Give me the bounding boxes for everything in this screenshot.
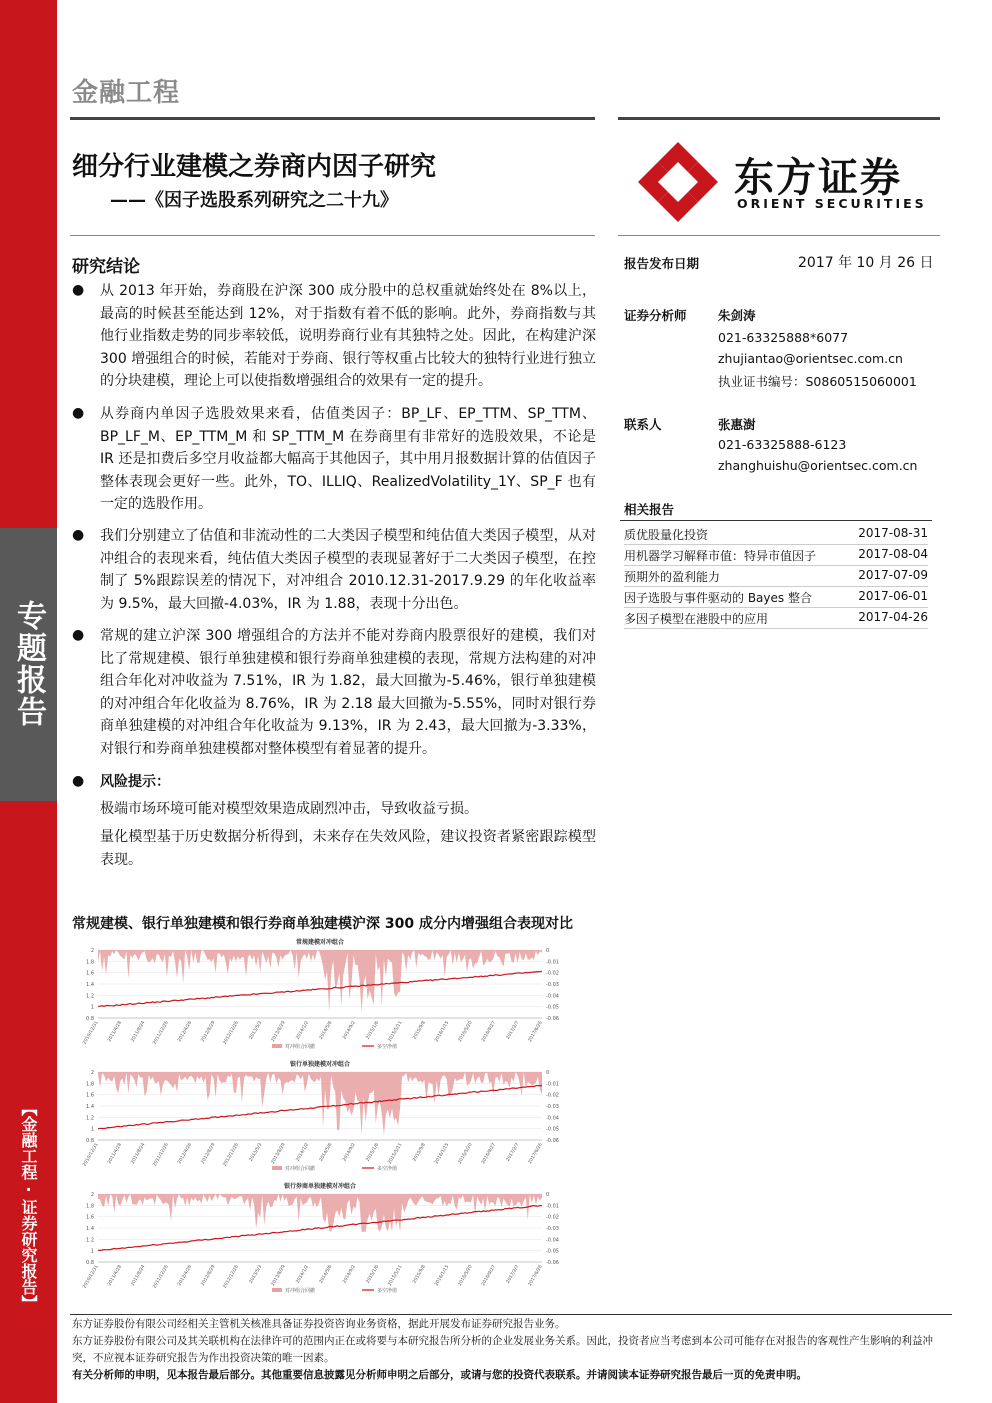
y-tick-label: 1	[90, 1126, 94, 1133]
conclusion-paragraph: 从券商内单因子选股效果来看，估值类因子：BP_LF、EP_TTM、SP_TTM、BP_LF_M、EP_TTM_M 和 SP_TTM_M 在券商里有非常好的选股效果，不论是 IR 还是扣费后多空月收益都大幅高于其他因子，其中用月报数据计算的估值因子整体表现会更好一些。此外，TO、ILLIQ、RealizedVolatility_1Y、SP_F 也有一定的选股作用。	[100, 406, 596, 512]
x-tick-label: 2015/9/8	[412, 1142, 427, 1163]
related-report-row[interactable]	[624, 544, 928, 566]
sidebar-red-top	[0, 0, 57, 528]
legend-label: 多空净值	[377, 1166, 398, 1172]
logo-chinese-name: 东方证券	[734, 155, 902, 201]
x-tick-label: 2016/1/15	[434, 1142, 451, 1165]
y-tick-label: 1.8	[86, 959, 94, 966]
chart-caption: 常规建模、银行单独建模和银行券商单独建模沪深 300 成分内增强组合表现对比	[72, 916, 573, 932]
bullet-dot: ●	[72, 527, 85, 543]
y-tick-label: 0.8	[86, 1016, 94, 1022]
risk-heading: 风险提示：	[100, 774, 170, 790]
y-tick-label: 1.8	[86, 1081, 94, 1088]
y2-tick-label: 0	[546, 948, 550, 954]
x-tick-label: 2013/5/3	[248, 1264, 264, 1285]
x-tick-label: 2011/12/26	[152, 1142, 170, 1168]
y2-tick-label: -0.06	[546, 1138, 559, 1144]
x-tick-label: 2012/12/26	[222, 1020, 240, 1046]
nav-line	[98, 1086, 542, 1129]
x-tick-label: 2015/9/8	[412, 1020, 427, 1041]
x-tick-label: 2014/5/6	[318, 1264, 334, 1285]
pub-date-label: 报告发布日期	[624, 256, 700, 271]
x-tick-label: 2013/5/3	[248, 1020, 264, 1041]
y-tick-label: 1.6	[86, 970, 94, 977]
risk-item: 量化模型基于历史数据分析得到，未来存在失效风险，建议投资者紧密跟踪模型表现。	[100, 829, 596, 868]
related-report-date: 2017-08-04	[858, 547, 928, 561]
report-title: 细分行业建模之券商内因子研究	[72, 152, 437, 182]
y2-tick-label: -0.04	[546, 993, 559, 1000]
y2-tick-label: -0.01	[546, 1081, 559, 1088]
legend-label: 对冲组合回撤	[285, 1166, 316, 1172]
footer-line: 东方证券股份有限公司及其关联机构在法律许可的范围内正在或将要与本研究报告所分析的企业发展业务关系。因此，投资者应当考虑到本公司可能存在对报告的客观性产生影响的利益冲突，不应视本证券研究报告为作出投资决策的唯一因素。	[72, 1335, 933, 1364]
legend-swatch-drawdown	[272, 1166, 282, 1170]
analyst-label: 证券分析师	[624, 308, 687, 323]
y2-tick-label: -0.02	[546, 970, 559, 977]
related-report-date: 2017-04-26	[858, 610, 928, 624]
related-report-date: 2017-06-01	[858, 589, 928, 603]
footer-line: 东方证券股份有限公司经相关主管机关核准具备证券投资咨询业务资格，据此开展发布证券研究报告业务。	[72, 1318, 566, 1330]
x-tick-label: 2016/5/20	[457, 1264, 474, 1287]
y-tick-label: 1	[90, 1248, 94, 1255]
contact-phone: 021-63325888-6123	[718, 437, 847, 452]
x-tick-label: 2013/8/29	[270, 1020, 287, 1043]
x-tick-label: 2011/4/28	[107, 1142, 124, 1165]
y2-tick-label: -0.06	[546, 1016, 559, 1022]
x-tick-label: 2013/5/3	[248, 1142, 264, 1163]
chart-title: 常规建模对冲组合	[295, 939, 345, 946]
y-tick-label: 1.2	[86, 993, 94, 1000]
x-tick-label: 2015/9/8	[412, 1264, 427, 1285]
y2-tick-label: -0.03	[546, 982, 559, 988]
y2-tick-label: -0.03	[546, 1104, 559, 1110]
related-report-date: 2017-07-09	[858, 568, 928, 582]
divider	[620, 520, 932, 521]
drawdown-area	[98, 950, 542, 1012]
y2-tick-label: -0.05	[546, 1248, 559, 1255]
header-rule-right	[618, 117, 940, 120]
y-tick-label: 2	[90, 1070, 94, 1076]
y2-tick-label: -0.05	[546, 1004, 559, 1011]
x-tick-label: 2012/8/29	[200, 1264, 217, 1287]
legend-label: 多空净值	[377, 1288, 398, 1294]
x-tick-label: 2011/8/24	[130, 1264, 147, 1287]
related-report-title: 用机器学习解释市值：特异市值因子	[624, 549, 817, 563]
x-tick-label: 2015/5/11	[387, 1020, 404, 1043]
x-tick-label: 2014/9/2	[342, 1264, 357, 1285]
x-tick-label: 2013/8/29	[270, 1264, 287, 1287]
x-tick-label: 2016/1/15	[434, 1020, 451, 1043]
y-tick-label: 2	[90, 1192, 94, 1198]
x-tick-label: 2016/9/27	[481, 1142, 497, 1165]
y2-tick-label: 0	[546, 1192, 550, 1198]
legend-swatch-drawdown	[272, 1288, 282, 1292]
y-tick-label: 2	[90, 948, 94, 954]
y2-tick-label: -0.02	[546, 1214, 559, 1221]
y-tick-label: 1.4	[86, 1104, 94, 1110]
x-tick-label: 2011/12/26	[152, 1264, 170, 1290]
related-report-date: 2017-08-31	[858, 526, 928, 540]
y-tick-label: 0.8	[86, 1138, 94, 1144]
x-tick-label: 2011/8/24	[130, 1020, 147, 1043]
related-report-row[interactable]	[624, 565, 928, 587]
legend-swatch-drawdown	[272, 1044, 282, 1048]
footer-rule	[70, 1314, 952, 1315]
x-tick-label: 2011/8/24	[130, 1142, 147, 1165]
related-report-title: 因子选股与事件驱动的 Bayes 整合	[624, 591, 812, 605]
x-tick-label: 2017/6/26	[527, 1264, 544, 1287]
y-tick-label: 1.2	[86, 1237, 94, 1244]
x-tick-label: 2017/2/7	[505, 1020, 521, 1041]
y2-tick-label: -0.04	[546, 1115, 559, 1122]
x-tick-label: 2014/1/2	[295, 1020, 311, 1041]
report-type-label: 专题报告	[11, 600, 46, 728]
y-tick-label: 1.8	[86, 1203, 94, 1210]
related-reports-heading: 相关报告	[624, 502, 675, 517]
x-tick-label: 2014/1/2	[295, 1142, 311, 1163]
related-report-title: 预期外的盈利能力	[624, 570, 721, 584]
x-tick-label: 2012/8/29	[200, 1142, 217, 1165]
x-tick-label: 2012/12/26	[222, 1264, 240, 1290]
x-tick-label: 2017/2/7	[505, 1264, 521, 1285]
conclusions-heading: 研究结论	[72, 257, 140, 277]
conclusion-paragraph: 从 2013 年开始，券商股在沪深 300 成分股中的总权重就始终处在 8%以上，最高的时候甚至能达到 12%，对于指数有着不低的影响。此外，券商指数与其他行业指数走势的同步率较低，说明券商行业有其独特之处。因此，在构建沪深 300 增强组合的时候，若能对于券商、银行等权重占比较大的独特行业进行独立的分块建模，理论上可以使指数增强组合的效果有一定的提升。	[100, 283, 596, 389]
related-report-row[interactable]	[624, 586, 928, 608]
y2-tick-label: -0.04	[546, 1237, 559, 1244]
x-tick-label: 2012/4/26	[177, 1020, 194, 1043]
y2-tick-label: -0.01	[546, 959, 559, 966]
conclusion-paragraph: 我们分别建立了估值和非流动性的二大类因子模型和纯估值大类因子模型，从对冲组合的表现来看，纯估值大类因子模型的表现显著好于二大类因子模型，在控制了 5%跟踪误差的情况下，对冲组合 2010.12.31-2017.9.29 的年化收益率为 9.5%，最大回撤-4.03%，IR 为 1.88，表现十分出色。	[100, 528, 596, 612]
y2-tick-label: -0.05	[546, 1126, 559, 1133]
divider	[618, 235, 940, 236]
analyst-phone: 021-63325888*6077	[718, 330, 849, 345]
contact-name: 张惠澍	[718, 417, 756, 432]
related-report-title: 质优股量化投资	[624, 528, 709, 542]
x-tick-label: 2017/2/7	[505, 1142, 521, 1163]
section-title: 金融工程	[72, 78, 181, 108]
x-tick-label: 2012/4/26	[177, 1264, 194, 1287]
x-tick-label: 2016/9/27	[481, 1264, 497, 1287]
contact-label: 联系人	[624, 417, 662, 432]
y-tick-label: 1.2	[86, 1115, 94, 1122]
y-tick-label: 1.4	[86, 1226, 94, 1232]
x-tick-label: 2010/12/31	[82, 1020, 100, 1046]
conclusion-paragraph: 常规的建立沪深 300 增强组合的方法并不能对券商内股票很好的建模，我们对比了常规建模、银行单独建模和银行券商单独建模的表现，常规方法构建的对冲组合年化对冲收益为 7.51%，IR 为 1.82，最大回撤为-5.46%，银行单独建模的对冲组合年化收益为 8.76%，IR 为 2.18 最大回撤为-5.55%，同时对银行券商单独建模的对冲组合年化收益为 9.13%，IR 为 2.43，最大回撤为-3.33%，对银行和券商单独建模都对整体模型有着显著的提升。	[100, 628, 596, 757]
nav-line	[98, 971, 542, 1006]
x-tick-label: 2014/5/6	[318, 1020, 334, 1041]
x-tick-label: 2012/4/26	[177, 1142, 194, 1165]
y2-tick-label: -0.01	[546, 1203, 559, 1210]
x-tick-label: 2011/4/28	[107, 1020, 124, 1043]
legend-label: 对冲组合回撤	[285, 1288, 316, 1294]
legend-label: 对冲组合回撤	[285, 1044, 316, 1050]
charts-svg	[72, 936, 597, 1306]
related-report-row[interactable]	[624, 607, 928, 629]
divider	[70, 235, 595, 236]
footer-disclaimer: 有关分析师的申明，见本报告最后部分。其他重要信息披露见分析师申明之后部分，或请与您的投资代表联系。并请阅读本证券研究报告最后一页的免责申明。	[72, 1369, 807, 1381]
x-tick-label: 2014/9/2	[342, 1020, 357, 1041]
risk-item: 极端市场环境可能对模型效果造成剧烈冲击，导致收益亏损。	[100, 801, 478, 817]
contact-email[interactable]: zhanghuishu@orientsec.com.cn	[718, 458, 918, 473]
x-tick-label: 2015/1/6	[365, 1142, 381, 1163]
y2-tick-label: -0.03	[546, 1226, 559, 1232]
x-tick-label: 2015/5/11	[387, 1264, 404, 1287]
drawdown-area	[98, 1072, 542, 1135]
y-tick-label: 1.6	[86, 1092, 94, 1099]
related-report-row[interactable]	[624, 523, 928, 545]
logo-english-name: ORIENT SECURITIES	[737, 196, 927, 211]
x-tick-label: 2017/6/26	[527, 1142, 544, 1165]
report-subtitle: ——《因子选股系列研究之二十九》	[110, 190, 398, 211]
pub-date: 2017 年 10 月 26 日	[798, 255, 934, 271]
analyst-cert: 执业证书编号：S0860515060001	[718, 374, 917, 389]
chart-title: 银行券商单独建模对冲组合	[283, 1183, 357, 1190]
x-tick-label: 2015/1/6	[365, 1264, 381, 1285]
x-tick-label: 2014/9/2	[342, 1142, 357, 1163]
x-tick-label: 2012/8/29	[200, 1020, 217, 1043]
orient-logo-icon	[636, 140, 720, 224]
x-tick-label: 2012/12/26	[222, 1142, 240, 1168]
bullet-dot: ●	[72, 773, 85, 789]
x-tick-label: 2010/12/31	[82, 1264, 100, 1290]
bullet-dot: ●	[72, 282, 85, 298]
bullet-dot: ●	[72, 627, 85, 643]
x-tick-label: 2011/12/26	[152, 1020, 170, 1046]
x-tick-label: 2016/5/20	[457, 1020, 474, 1043]
legend-label: 多空净值	[377, 1044, 398, 1050]
x-tick-label: 2016/5/20	[457, 1142, 474, 1165]
y2-tick-label: -0.06	[546, 1260, 559, 1266]
x-tick-label: 2015/1/6	[365, 1020, 381, 1041]
analyst-name: 朱剑涛	[718, 308, 756, 323]
chart-title: 银行单独建模对冲组合	[289, 1061, 351, 1068]
analyst-email[interactable]: zhujiantao@orientsec.com.cn	[718, 351, 903, 366]
report-series-label: 【金融工程·证券研究报告】	[19, 1100, 38, 1311]
y-tick-label: 0.8	[86, 1260, 94, 1266]
y-tick-label: 1.4	[86, 982, 94, 988]
x-tick-label: 2015/5/11	[387, 1142, 404, 1165]
header-rule-left	[70, 117, 595, 120]
y2-tick-label: 0	[546, 1070, 550, 1076]
x-tick-label: 2016/9/27	[481, 1020, 497, 1043]
related-report-title: 多因子模型在港股中的应用	[624, 612, 769, 626]
bullet-dot: ●	[72, 405, 85, 421]
x-tick-label: 2014/1/2	[295, 1264, 311, 1285]
x-tick-label: 2016/1/15	[434, 1264, 451, 1287]
y-tick-label: 1.6	[86, 1214, 94, 1221]
x-tick-label: 2017/6/26	[527, 1020, 544, 1043]
drawdown-area	[98, 1194, 542, 1232]
x-tick-label: 2014/5/6	[318, 1142, 334, 1163]
y2-tick-label: -0.02	[546, 1092, 559, 1099]
x-tick-label: 2013/8/29	[270, 1142, 287, 1165]
x-tick-label: 2010/12/31	[82, 1142, 100, 1168]
y-tick-label: 1	[90, 1004, 94, 1011]
x-tick-label: 2011/4/28	[107, 1264, 124, 1287]
